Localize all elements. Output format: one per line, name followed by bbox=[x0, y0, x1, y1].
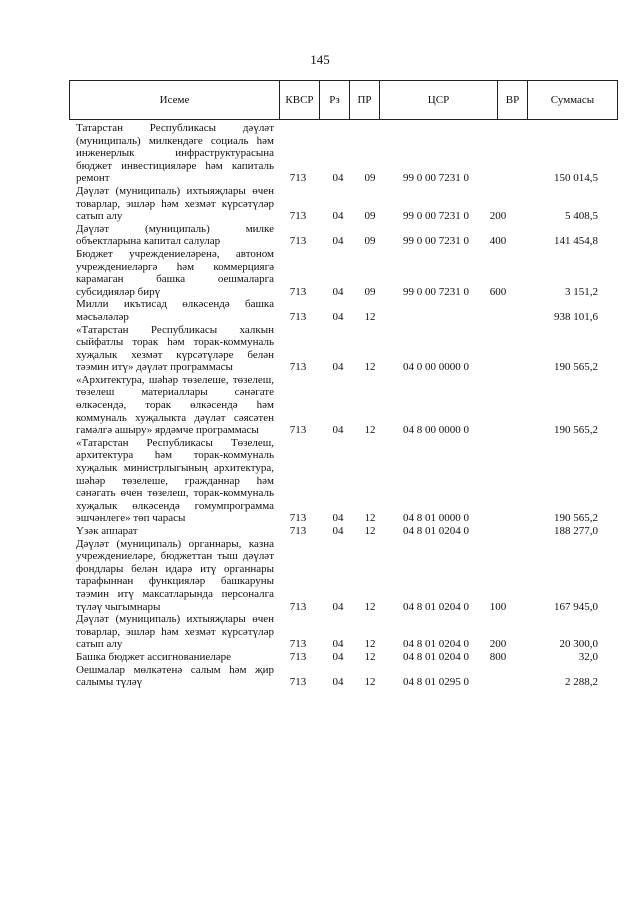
row-rz: 04 bbox=[332, 210, 344, 223]
row-name: Үзәк аппарат bbox=[76, 525, 138, 537]
row-sum: 2 288,2 bbox=[565, 676, 598, 689]
row-kvsr: 713 bbox=[289, 512, 307, 525]
table-row bbox=[0, 185, 640, 223]
row-kvsr: 713 bbox=[289, 525, 307, 537]
row-rz: 04 bbox=[332, 172, 344, 185]
header-vr: ВР bbox=[498, 81, 528, 120]
row-pr: 09 bbox=[364, 172, 376, 185]
header-kvsr: КВСР bbox=[280, 81, 320, 120]
page-number: 145 bbox=[310, 52, 330, 67]
row-sum: 190 565,2 bbox=[554, 512, 598, 525]
table-row bbox=[0, 248, 640, 298]
row-pr: 12 bbox=[364, 650, 376, 663]
row-sum: 938 101,6 bbox=[554, 310, 598, 323]
row-rz: 04 bbox=[332, 650, 344, 663]
row-kvsr: 713 bbox=[289, 235, 307, 248]
row-sum: 32,0 bbox=[578, 650, 598, 663]
table-row bbox=[0, 122, 640, 185]
row-pr: 12 bbox=[364, 361, 376, 374]
row-csr: 99 0 00 7231 0 bbox=[403, 210, 469, 223]
row-rz: 04 bbox=[332, 638, 344, 651]
row-vr: 200 bbox=[489, 210, 507, 223]
table-row bbox=[0, 437, 640, 525]
row-name: Дәүләт (муниципаль) ихтыяҗлары өчен товарлар, эшләр һәм хезмәт күрсәтүләр сатып алу bbox=[76, 184, 274, 223]
table-row bbox=[0, 374, 640, 437]
row-pr: 12 bbox=[364, 310, 376, 323]
table-row bbox=[0, 651, 640, 664]
row-kvsr: 713 bbox=[289, 650, 307, 663]
row-csr: 04 8 00 0000 0 bbox=[403, 424, 469, 437]
header-pr: ПР bbox=[350, 81, 380, 120]
row-name: Дәүләт (муниципаль) органнары, казна учреждениеләре, бюджеттан тыш дәүләт фондлары белән идарә итү органнары тарафыннан функцияләр башкаруны тәэмин итү максатларында персоналга түләү чыгымнары bbox=[76, 537, 274, 613]
row-rz: 04 bbox=[332, 235, 344, 248]
row-name: Татарстан Республикасы дәүләт (муниципаль) милкендәге социаль һәм инженерлык инфраструктурасына бюджет инвестицияләре һәм капиталь ремонт bbox=[76, 122, 274, 185]
row-kvsr: 713 bbox=[289, 310, 307, 323]
row-csr: 04 8 01 0204 0 bbox=[403, 600, 469, 613]
table-row bbox=[0, 538, 640, 614]
row-kvsr: 713 bbox=[289, 424, 307, 437]
row-sum: 150 014,5 bbox=[554, 172, 598, 185]
row-name: «Татарстан Республикасы Төзелеш, архитектура һәм торак-коммуналь хуҗалык министрлыгының архитектура, шәһәр төзелеше, гражданнар һәм сәнәгать өчен төзелеш, торак-коммуналь хуҗалык өлкәсендә гомумпрограмма эшчәнлеге» төп чарасы bbox=[76, 436, 274, 525]
row-name: Бюджет учреждениеләренә, автоном учреждениеләргә һәм коммерциягә карамаган башка оешмаларга субсидияләр бирү bbox=[76, 247, 274, 298]
table-row bbox=[0, 613, 640, 651]
row-kvsr: 713 bbox=[289, 600, 307, 613]
table-row bbox=[0, 525, 640, 538]
row-pr: 12 bbox=[364, 525, 376, 537]
row-rz: 04 bbox=[332, 285, 344, 298]
table-row bbox=[0, 223, 640, 248]
header-sum: Суммасы bbox=[528, 81, 618, 120]
row-name: Башка бюджет ассигнованиеләре bbox=[76, 650, 231, 663]
row-name: «Татарстан Республикасы халкын сыйфатлы торак һәм торак-коммуналь хуҗалык хезмәт күрсәтүләре белән тәэмин итү» дәүләт программасы bbox=[76, 323, 274, 374]
row-sum: 190 565,2 bbox=[554, 424, 598, 437]
row-vr: 800 bbox=[489, 650, 507, 663]
row-csr: 04 8 01 0204 0 bbox=[403, 525, 469, 537]
row-name: «Архитектура, шәһәр төзелеше, төзелеш, төзелеш материаллары сәнәгате өлкәсендә, торак өлкәсендә һәм коммуналь хуҗалыкта дәүләт сәясәтен гамәлгә ашыру» ярдәмче программасы bbox=[76, 373, 274, 437]
table-row bbox=[0, 298, 640, 323]
header-rz: Рз bbox=[320, 81, 350, 120]
table-row bbox=[0, 324, 640, 374]
row-csr: 04 8 01 0204 0 bbox=[403, 650, 469, 663]
row-name: Милли икътисад өлкәсендә башка мәсьәләләр bbox=[76, 298, 274, 323]
row-rz: 04 bbox=[332, 361, 344, 374]
table-body bbox=[0, 122, 640, 689]
row-name: Оешмалар мөлкәтенә салым һәм җир салымы түләү bbox=[76, 663, 274, 689]
row-sum: 167 945,0 bbox=[554, 600, 598, 613]
row-pr: 09 bbox=[364, 235, 376, 248]
row-sum: 5 408,5 bbox=[565, 210, 598, 223]
row-pr: 12 bbox=[364, 424, 376, 437]
row-kvsr: 713 bbox=[289, 172, 307, 185]
row-csr: 99 0 00 7231 0 bbox=[403, 235, 469, 248]
row-pr: 12 bbox=[364, 600, 376, 613]
table-header bbox=[69, 80, 618, 120]
row-vr: 100 bbox=[489, 600, 507, 613]
row-rz: 04 bbox=[332, 424, 344, 437]
header-name: Исеме bbox=[70, 81, 280, 120]
row-sum: 3 151,2 bbox=[565, 285, 598, 298]
row-pr: 12 bbox=[364, 676, 376, 689]
row-csr: 99 0 00 7231 0 bbox=[403, 172, 469, 185]
row-vr: 600 bbox=[489, 285, 507, 298]
row-sum: 190 565,2 bbox=[554, 361, 598, 374]
row-rz: 04 bbox=[332, 512, 344, 525]
table-row bbox=[0, 664, 640, 689]
row-kvsr: 713 bbox=[289, 638, 307, 651]
row-pr: 09 bbox=[364, 285, 376, 298]
row-csr: 04 0 00 0000 0 bbox=[403, 361, 469, 374]
row-kvsr: 713 bbox=[289, 361, 307, 374]
row-sum: 20 300,0 bbox=[559, 638, 598, 651]
row-csr: 04 8 01 0000 0 bbox=[403, 512, 469, 525]
row-csr: 04 8 01 0204 0 bbox=[403, 638, 469, 651]
row-rz: 04 bbox=[332, 676, 344, 689]
row-rz: 04 bbox=[332, 310, 344, 323]
row-rz: 04 bbox=[332, 525, 344, 537]
row-vr: 400 bbox=[489, 235, 507, 248]
header-csr: ЦСР bbox=[380, 81, 498, 120]
row-kvsr: 713 bbox=[289, 210, 307, 223]
row-kvsr: 713 bbox=[289, 676, 307, 689]
row-vr: 200 bbox=[489, 638, 507, 651]
row-csr: 04 8 01 0295 0 bbox=[403, 676, 469, 689]
row-name: Дәүләт (муниципаль) милке объектларына капитал салулар bbox=[76, 222, 274, 248]
row-csr: 99 0 00 7231 0 bbox=[403, 285, 469, 298]
row-pr: 12 bbox=[364, 638, 376, 651]
row-kvsr: 713 bbox=[289, 285, 307, 298]
row-name: Дәүләт (муниципаль) ихтыяҗлары өчен товарлар, эшләр һәм хезмәт күрсәтүләр сатып алу bbox=[76, 613, 274, 651]
row-pr: 12 bbox=[364, 512, 376, 525]
row-rz: 04 bbox=[332, 600, 344, 613]
row-sum: 188 277,0 bbox=[554, 525, 598, 537]
row-pr: 09 bbox=[364, 210, 376, 223]
row-sum: 141 454,8 bbox=[554, 235, 598, 248]
